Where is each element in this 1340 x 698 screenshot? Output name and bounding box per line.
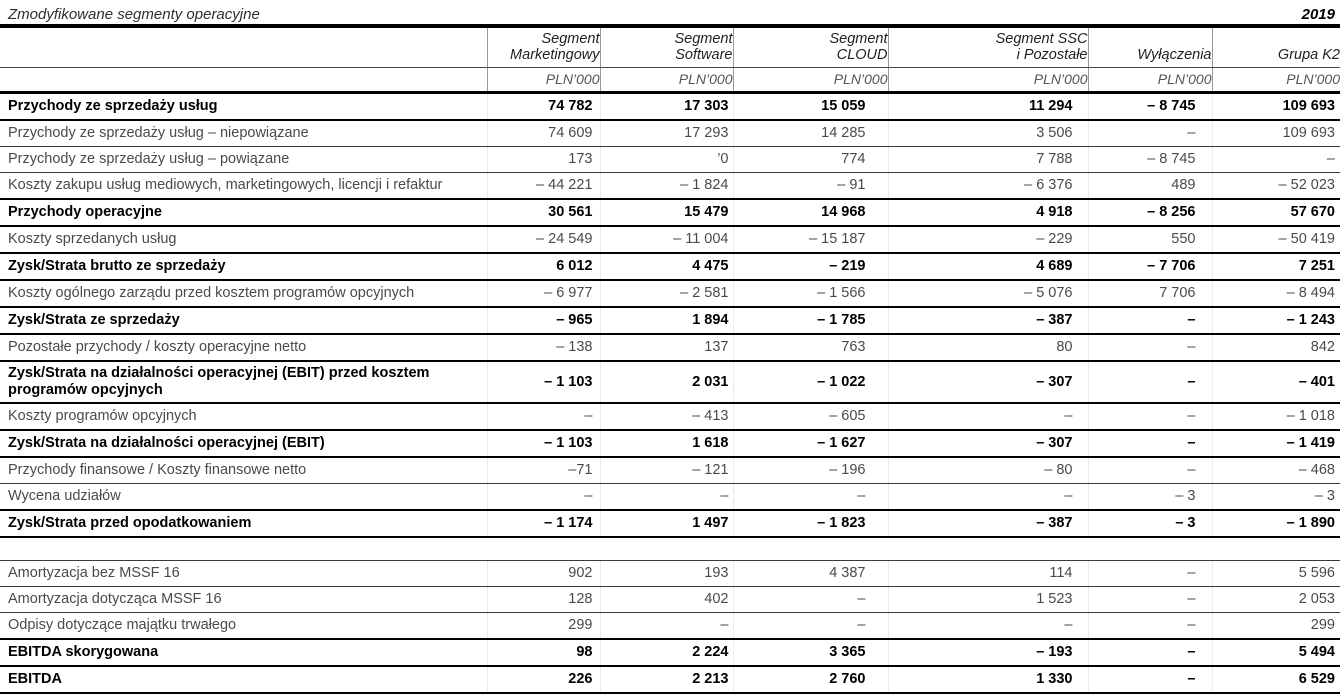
table-row xyxy=(0,612,1340,639)
row-label: EBITDA skorygowana xyxy=(0,639,487,666)
cell-segment-marketingowy: 902 xyxy=(487,560,600,586)
cell-wylaczenia: – 8 745 xyxy=(1088,147,1212,173)
cell-grupa-k2: 6 529 xyxy=(1212,666,1340,693)
cell-segment-marketingowy: – 138 xyxy=(487,334,600,361)
cell-segment-ssc-i-pozostale: – xyxy=(888,484,1088,511)
cell-segment-software: 17 303 xyxy=(600,93,733,121)
page-title: Zmodyfikowane segmenty operacyjne xyxy=(8,6,260,23)
cell-segment-ssc-i-pozostale: – xyxy=(888,403,1088,430)
cell-segment-software: – 121 xyxy=(600,457,733,484)
unit-label: PLN’000 xyxy=(733,68,888,93)
cell-segment-software: 4 475 xyxy=(600,253,733,280)
unit-label: PLN’000 xyxy=(1212,68,1340,93)
cell-segment-cloud: 763 xyxy=(733,334,888,361)
cell-segment-ssc-i-pozostale: 7 788 xyxy=(888,147,1088,173)
cell-wylaczenia: – xyxy=(1088,120,1212,147)
cell-segment-software: 137 xyxy=(600,334,733,361)
cell-grupa-k2: – 8 494 xyxy=(1212,280,1340,307)
cell-segment-ssc-i-pozostale: 4 689 xyxy=(888,253,1088,280)
cell-segment-marketingowy: 173 xyxy=(487,147,600,173)
cell-grupa-k2: – 1 890 xyxy=(1212,510,1340,537)
cell-wylaczenia: – 3 xyxy=(1088,484,1212,511)
cell-segment-marketingowy: 30 561 xyxy=(487,199,600,226)
table-row xyxy=(0,484,1340,511)
cell-segment-cloud: 4 387 xyxy=(733,560,888,586)
cell-segment-marketingowy: 299 xyxy=(487,612,600,639)
row-label: Zysk/Strata przed opodatkowaniem xyxy=(0,510,487,537)
cell-grupa-k2: 5 494 xyxy=(1212,639,1340,666)
column-header-row xyxy=(0,28,1340,68)
cell-segment-ssc-i-pozostale: 80 xyxy=(888,334,1088,361)
cell-segment-marketingowy: 128 xyxy=(487,586,600,612)
spacer-row xyxy=(0,537,1340,560)
cell-segment-cloud: – xyxy=(733,612,888,639)
cell-segment-cloud: – xyxy=(733,484,888,511)
cell-wylaczenia: – xyxy=(1088,334,1212,361)
cell-segment-software: – 1 824 xyxy=(600,173,733,200)
cell-grupa-k2: – xyxy=(1212,147,1340,173)
cell-segment-ssc-i-pozostale: – 307 xyxy=(888,430,1088,457)
cell-wylaczenia: – 7 706 xyxy=(1088,253,1212,280)
cell-segment-ssc-i-pozostale: – 5 076 xyxy=(888,280,1088,307)
cell-wylaczenia: – xyxy=(1088,560,1212,586)
cell-segment-software: ’0 xyxy=(600,147,733,173)
cell-grupa-k2: 842 xyxy=(1212,334,1340,361)
unit-label: PLN’000 xyxy=(600,68,733,93)
row-label: Wycena udziałów xyxy=(0,484,487,511)
cell-segment-marketingowy: –71 xyxy=(487,457,600,484)
cell-segment-cloud: – 1 785 xyxy=(733,307,888,334)
cell-grupa-k2: 109 693 xyxy=(1212,120,1340,147)
cell-segment-cloud: – 196 xyxy=(733,457,888,484)
report-year: 2019 xyxy=(1301,6,1335,23)
cell-segment-ssc-i-pozostale: 114 xyxy=(888,560,1088,586)
cell-wylaczenia: – xyxy=(1088,403,1212,430)
cell-segment-software: 1 618 xyxy=(600,430,733,457)
cell-grupa-k2: – 1 018 xyxy=(1212,403,1340,430)
cell-segment-software: – 2 581 xyxy=(600,280,733,307)
cell-wylaczenia: – xyxy=(1088,361,1212,403)
cell-segment-marketingowy: – xyxy=(487,403,600,430)
table-row xyxy=(0,361,1340,403)
cell-segment-ssc-i-pozostale: – 307 xyxy=(888,361,1088,403)
column-header-segment-ssc-i-pozostale: Segment SSC i Pozostałe xyxy=(888,28,1088,68)
cell-segment-marketingowy: – 1 174 xyxy=(487,510,600,537)
cell-grupa-k2: – 52 023 xyxy=(1212,173,1340,200)
row-label-column-header xyxy=(0,28,487,68)
row-label: Przychody operacyjne xyxy=(0,199,487,226)
cell-segment-ssc-i-pozostale: – 193 xyxy=(888,639,1088,666)
row-label: Amortyzacja dotycząca MSSF 16 xyxy=(0,586,487,612)
cell-segment-cloud: 2 760 xyxy=(733,666,888,693)
row-label: Amortyzacja bez MSSF 16 xyxy=(0,560,487,586)
unit-label: PLN’000 xyxy=(888,68,1088,93)
cell-grupa-k2: – 3 xyxy=(1212,484,1340,511)
cell-grupa-k2: 299 xyxy=(1212,612,1340,639)
cell-segment-marketingowy: – 44 221 xyxy=(487,173,600,200)
cell-grupa-k2: – 401 xyxy=(1212,361,1340,403)
cell-segment-ssc-i-pozostale: – 229 xyxy=(888,226,1088,253)
cell-segment-cloud: 14 285 xyxy=(733,120,888,147)
row-label: EBITDA xyxy=(0,666,487,693)
unit-label: PLN’000 xyxy=(487,68,600,93)
cell-grupa-k2: 2 053 xyxy=(1212,586,1340,612)
cell-segment-cloud: – 91 xyxy=(733,173,888,200)
cell-wylaczenia: – 8 256 xyxy=(1088,199,1212,226)
table-caption-bar xyxy=(0,0,1340,28)
table-row xyxy=(0,93,1340,121)
unit-label: PLN’000 xyxy=(1088,68,1212,93)
table-header xyxy=(0,28,1340,93)
cell-segment-software: 1 894 xyxy=(600,307,733,334)
table-row xyxy=(0,666,1340,693)
cell-segment-marketingowy: – xyxy=(487,484,600,511)
cell-segment-marketingowy: 98 xyxy=(487,639,600,666)
cell-segment-cloud: 15 059 xyxy=(733,93,888,121)
table-row xyxy=(0,560,1340,586)
cell-wylaczenia: – xyxy=(1088,612,1212,639)
table-row xyxy=(0,147,1340,173)
cell-segment-software: – 11 004 xyxy=(600,226,733,253)
cell-segment-marketingowy: – 1 103 xyxy=(487,361,600,403)
table-row xyxy=(0,334,1340,361)
cell-segment-cloud: – xyxy=(733,586,888,612)
row-label: Koszty programów opcyjnych xyxy=(0,403,487,430)
cell-grupa-k2: 109 693 xyxy=(1212,93,1340,121)
cell-segment-software: 15 479 xyxy=(600,199,733,226)
cell-segment-ssc-i-pozostale: 11 294 xyxy=(888,93,1088,121)
cell-grupa-k2: 5 596 xyxy=(1212,560,1340,586)
cell-wylaczenia: 489 xyxy=(1088,173,1212,200)
column-header-wylaczenia: Wyłączenia xyxy=(1088,28,1212,68)
cell-grupa-k2: – 1 243 xyxy=(1212,307,1340,334)
cell-wylaczenia: – 8 745 xyxy=(1088,93,1212,121)
cell-segment-marketingowy: 74 782 xyxy=(487,93,600,121)
cell-segment-ssc-i-pozostale: 3 506 xyxy=(888,120,1088,147)
row-label: Koszty ogólnego zarządu przed kosztem programów opcyjnych xyxy=(0,280,487,307)
cell-wylaczenia: – 3 xyxy=(1088,510,1212,537)
column-header-segment-cloud: Segment CLOUD xyxy=(733,28,888,68)
spacer-cell xyxy=(0,537,1340,560)
row-label: Zysk/Strata brutto ze sprzedaży xyxy=(0,253,487,280)
table-row xyxy=(0,586,1340,612)
cell-segment-ssc-i-pozostale: 1 523 xyxy=(888,586,1088,612)
row-label: Koszty zakupu usług mediowych, marketingowych, licencji i refaktur xyxy=(0,173,487,200)
cell-wylaczenia: – xyxy=(1088,430,1212,457)
column-header-segment-software: Segment Software xyxy=(600,28,733,68)
table-row xyxy=(0,199,1340,226)
column-header-grupa-k2: Grupa K2 xyxy=(1212,28,1340,68)
cell-segment-ssc-i-pozostale: 1 330 xyxy=(888,666,1088,693)
row-label: Przychody ze sprzedaży usług – niepowiązane xyxy=(0,120,487,147)
cell-grupa-k2: – 468 xyxy=(1212,457,1340,484)
cell-segment-cloud: – 1 566 xyxy=(733,280,888,307)
table-row xyxy=(0,173,1340,200)
row-label: Zysk/Strata na działalności operacyjnej (EBIT) przed kosztem programów opcyjnych xyxy=(0,361,487,403)
cell-segment-cloud: 3 365 xyxy=(733,639,888,666)
row-label: Przychody ze sprzedaży usług xyxy=(0,93,487,121)
cell-segment-marketingowy: – 1 103 xyxy=(487,430,600,457)
table-body xyxy=(0,93,1340,693)
row-label: Przychody ze sprzedaży usług – powiązane xyxy=(0,147,487,173)
cell-segment-cloud: – 15 187 xyxy=(733,226,888,253)
cell-grupa-k2: 7 251 xyxy=(1212,253,1340,280)
table-row xyxy=(0,403,1340,430)
cell-segment-ssc-i-pozostale: – 80 xyxy=(888,457,1088,484)
row-label: Koszty sprzedanych usług xyxy=(0,226,487,253)
table-row xyxy=(0,280,1340,307)
cell-segment-ssc-i-pozostale: – 387 xyxy=(888,307,1088,334)
cell-grupa-k2: – 50 419 xyxy=(1212,226,1340,253)
row-label: Zysk/Strata ze sprzedaży xyxy=(0,307,487,334)
table-row xyxy=(0,226,1340,253)
cell-wylaczenia: 550 xyxy=(1088,226,1212,253)
cell-segment-software: – xyxy=(600,612,733,639)
cell-wylaczenia: – xyxy=(1088,457,1212,484)
operating-segments-table xyxy=(0,28,1340,694)
cell-grupa-k2: 57 670 xyxy=(1212,199,1340,226)
cell-wylaczenia: – xyxy=(1088,307,1212,334)
cell-wylaczenia: – xyxy=(1088,666,1212,693)
table-row xyxy=(0,639,1340,666)
cell-segment-marketingowy: 226 xyxy=(487,666,600,693)
table-row xyxy=(0,510,1340,537)
row-label: Przychody finansowe / Koszty finansowe netto xyxy=(0,457,487,484)
cell-segment-marketingowy: 74 609 xyxy=(487,120,600,147)
cell-segment-software: 1 497 xyxy=(600,510,733,537)
cell-segment-marketingowy: – 24 549 xyxy=(487,226,600,253)
cell-segment-software: 2 224 xyxy=(600,639,733,666)
cell-segment-ssc-i-pozostale: 4 918 xyxy=(888,199,1088,226)
row-label: Pozostałe przychody / koszty operacyjne netto xyxy=(0,334,487,361)
cell-grupa-k2: – 1 419 xyxy=(1212,430,1340,457)
row-label: Zysk/Strata na działalności operacyjnej (EBIT) xyxy=(0,430,487,457)
row-label: Odpisy dotyczące majątku trwałego xyxy=(0,612,487,639)
cell-segment-cloud: 774 xyxy=(733,147,888,173)
cell-segment-software: 2 031 xyxy=(600,361,733,403)
unit-row-corner xyxy=(0,68,487,93)
cell-segment-software: – 413 xyxy=(600,403,733,430)
cell-segment-cloud: 14 968 xyxy=(733,199,888,226)
cell-segment-marketingowy: 6 012 xyxy=(487,253,600,280)
cell-segment-marketingowy: – 965 xyxy=(487,307,600,334)
table-row xyxy=(0,307,1340,334)
table-row xyxy=(0,430,1340,457)
cell-segment-software: – xyxy=(600,484,733,511)
table-row xyxy=(0,457,1340,484)
cell-segment-software: 193 xyxy=(600,560,733,586)
cell-segment-cloud: – 219 xyxy=(733,253,888,280)
cell-wylaczenia: 7 706 xyxy=(1088,280,1212,307)
cell-segment-software: 402 xyxy=(600,586,733,612)
cell-wylaczenia: – xyxy=(1088,639,1212,666)
cell-segment-cloud: – 1 022 xyxy=(733,361,888,403)
unit-row xyxy=(0,68,1340,93)
cell-segment-marketingowy: – 6 977 xyxy=(487,280,600,307)
cell-segment-ssc-i-pozostale: – xyxy=(888,612,1088,639)
table-row xyxy=(0,120,1340,147)
cell-segment-ssc-i-pozostale: – 387 xyxy=(888,510,1088,537)
cell-segment-cloud: – 605 xyxy=(733,403,888,430)
cell-wylaczenia: – xyxy=(1088,586,1212,612)
cell-segment-software: 17 293 xyxy=(600,120,733,147)
column-header-segment-marketingowy: Segment Marketingowy xyxy=(487,28,600,68)
cell-segment-software: 2 213 xyxy=(600,666,733,693)
table-row xyxy=(0,253,1340,280)
cell-segment-cloud: – 1 823 xyxy=(733,510,888,537)
cell-segment-cloud: – 1 627 xyxy=(733,430,888,457)
cell-segment-ssc-i-pozostale: – 6 376 xyxy=(888,173,1088,200)
